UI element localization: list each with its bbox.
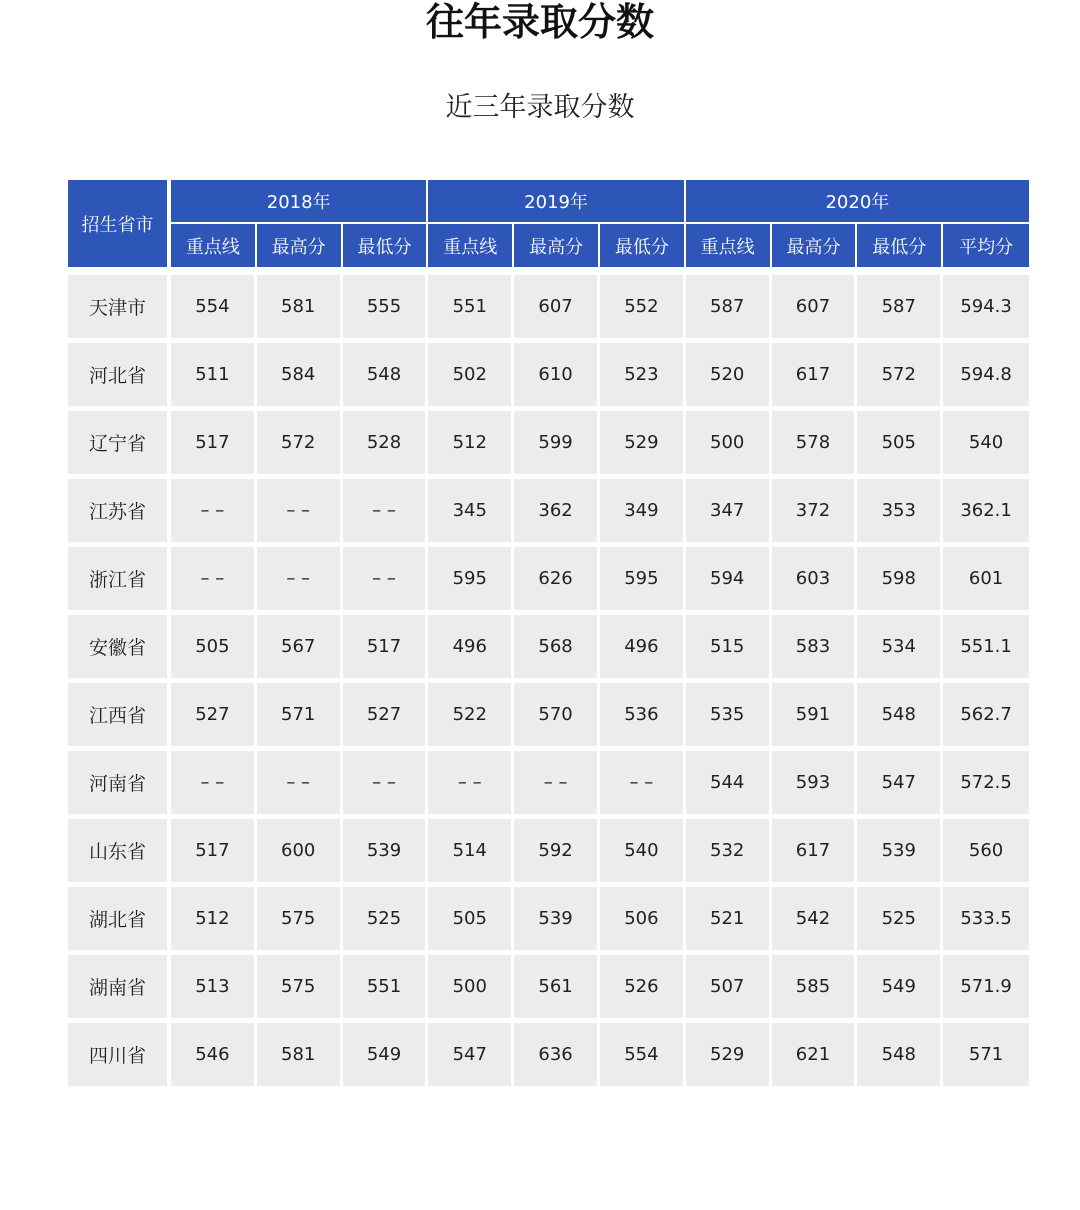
- score-cell: 535: [686, 683, 772, 751]
- table-row: [68, 955, 1029, 1023]
- province-cell: 辽宁省: [68, 411, 171, 479]
- province-header: 招生省市: [68, 180, 171, 267]
- score-cell: 552: [600, 275, 686, 343]
- score-cell: 525: [343, 887, 429, 955]
- score-cell: 511: [171, 343, 257, 411]
- page-title: 往年录取分数: [425, 0, 654, 44]
- score-cell: 513: [171, 955, 257, 1023]
- score-cell: 585: [772, 955, 858, 1023]
- table-row: [68, 411, 1029, 479]
- score-cell: 591: [772, 683, 858, 751]
- score-cell: 505: [171, 615, 257, 683]
- score-cell: 546: [171, 1023, 257, 1091]
- score-cell: 547: [428, 1023, 514, 1091]
- score-cell: 594.8: [943, 343, 1029, 411]
- score-cell: 528: [343, 411, 429, 479]
- score-cell: 521: [686, 887, 772, 955]
- score-cell: 517: [171, 819, 257, 887]
- year-header: 2019年: [428, 180, 685, 224]
- score-cell: 523: [600, 343, 686, 411]
- header-gap-cell: [68, 267, 1029, 275]
- score-cell: – –: [171, 479, 257, 547]
- score-cell: 548: [857, 1023, 943, 1091]
- province-cell: 四川省: [68, 1023, 171, 1091]
- score-cell: 568: [514, 615, 600, 683]
- table-row: [68, 887, 1029, 955]
- score-cell: 581: [257, 275, 343, 343]
- score-cell: 617: [772, 819, 858, 887]
- column-header: 最低分: [343, 224, 429, 267]
- score-cell: 567: [257, 615, 343, 683]
- score-cell: 617: [772, 343, 858, 411]
- score-cell: 561: [514, 955, 600, 1023]
- column-header: 重点线: [171, 224, 257, 267]
- table-row: [68, 683, 1029, 751]
- score-cell: 562.7: [943, 683, 1029, 751]
- table-row: [68, 819, 1029, 887]
- score-cell: 540: [600, 819, 686, 887]
- score-cell: 512: [171, 887, 257, 955]
- score-cell: 517: [343, 615, 429, 683]
- province-cell: 安徽省: [68, 615, 171, 683]
- score-cell: 506: [600, 887, 686, 955]
- admission-scores-table: [68, 180, 1029, 1091]
- score-cell: 600: [257, 819, 343, 887]
- score-cell: 581: [257, 1023, 343, 1091]
- score-cell: – –: [171, 547, 257, 615]
- year-header: 2018年: [171, 180, 428, 224]
- score-cell: 505: [857, 411, 943, 479]
- table-body: [68, 275, 1029, 1091]
- score-cell: – –: [257, 751, 343, 819]
- score-cell: 587: [686, 275, 772, 343]
- score-cell: 539: [514, 887, 600, 955]
- score-cell: 522: [428, 683, 514, 751]
- score-cell: – –: [428, 751, 514, 819]
- score-cell: 607: [772, 275, 858, 343]
- score-cell: 533.5: [943, 887, 1029, 955]
- table-row: [68, 343, 1029, 411]
- table-row: [68, 547, 1029, 615]
- score-cell: 353: [857, 479, 943, 547]
- score-cell: 539: [343, 819, 429, 887]
- score-cell: 526: [600, 955, 686, 1023]
- table-row: [68, 615, 1029, 683]
- province-cell: 河南省: [68, 751, 171, 819]
- score-cell: – –: [600, 751, 686, 819]
- score-cell: 527: [171, 683, 257, 751]
- score-cell: 594: [686, 547, 772, 615]
- header-row-columns: [68, 224, 1029, 267]
- score-cell: 500: [686, 411, 772, 479]
- province-cell: 湖北省: [68, 887, 171, 955]
- column-header: 最低分: [600, 224, 686, 267]
- column-header: 重点线: [428, 224, 514, 267]
- score-cell: 544: [686, 751, 772, 819]
- score-cell: 554: [171, 275, 257, 343]
- score-cell: 347: [686, 479, 772, 547]
- score-cell: 548: [343, 343, 429, 411]
- score-cell: 621: [772, 1023, 858, 1091]
- score-cell: 599: [514, 411, 600, 479]
- score-cell: – –: [257, 479, 343, 547]
- province-cell: 天津市: [68, 275, 171, 343]
- score-cell: 496: [600, 615, 686, 683]
- score-cell: – –: [171, 751, 257, 819]
- column-header: 平均分: [943, 224, 1029, 267]
- table-row: [68, 479, 1029, 547]
- score-cell: 575: [257, 955, 343, 1023]
- header-row-years: [68, 180, 1029, 224]
- score-cell: 598: [857, 547, 943, 615]
- score-cell: – –: [343, 479, 429, 547]
- score-cell: 571: [257, 683, 343, 751]
- score-cell: 517: [171, 411, 257, 479]
- score-cell: 525: [857, 887, 943, 955]
- column-header: 重点线: [686, 224, 772, 267]
- score-cell: 572: [257, 411, 343, 479]
- score-cell: 548: [857, 683, 943, 751]
- province-cell: 浙江省: [68, 547, 171, 615]
- score-cell: 536: [600, 683, 686, 751]
- score-cell: 555: [343, 275, 429, 343]
- score-cell: 539: [857, 819, 943, 887]
- score-cell: 575: [257, 887, 343, 955]
- table-row: [68, 1023, 1029, 1091]
- score-cell: 583: [772, 615, 858, 683]
- score-cell: 595: [428, 547, 514, 615]
- score-cell: – –: [343, 547, 429, 615]
- province-cell: 河北省: [68, 343, 171, 411]
- score-cell: 584: [257, 343, 343, 411]
- score-cell: 500: [428, 955, 514, 1023]
- score-cell: 593: [772, 751, 858, 819]
- score-cell: 554: [600, 1023, 686, 1091]
- column-header: 最低分: [857, 224, 943, 267]
- score-cell: 549: [343, 1023, 429, 1091]
- score-cell: 570: [514, 683, 600, 751]
- province-cell: 江西省: [68, 683, 171, 751]
- score-cell: 603: [772, 547, 858, 615]
- score-cell: 514: [428, 819, 514, 887]
- score-cell: 601: [943, 547, 1029, 615]
- score-cell: 502: [428, 343, 514, 411]
- score-cell: 571.9: [943, 955, 1029, 1023]
- column-header: 最高分: [514, 224, 600, 267]
- score-cell: 362: [514, 479, 600, 547]
- score-cell: 551.1: [943, 615, 1029, 683]
- score-cell: 507: [686, 955, 772, 1023]
- score-cell: 532: [686, 819, 772, 887]
- table-row: [68, 275, 1029, 343]
- table-title: 近三年录取分数: [445, 92, 635, 123]
- score-cell: 551: [428, 275, 514, 343]
- score-cell: – –: [514, 751, 600, 819]
- score-cell: 542: [772, 887, 858, 955]
- province-cell: 湖南省: [68, 955, 171, 1023]
- score-cell: 571: [943, 1023, 1029, 1091]
- header-gap: [68, 267, 1029, 275]
- score-cell: 560: [943, 819, 1029, 887]
- score-cell: – –: [343, 751, 429, 819]
- score-cell: – –: [257, 547, 343, 615]
- score-cell: 572.5: [943, 751, 1029, 819]
- score-cell: 512: [428, 411, 514, 479]
- column-header: 最高分: [257, 224, 343, 267]
- province-cell: 江苏省: [68, 479, 171, 547]
- year-header: 2020年: [686, 180, 1029, 224]
- score-cell: 372: [772, 479, 858, 547]
- score-cell: 636: [514, 1023, 600, 1091]
- score-cell: 349: [600, 479, 686, 547]
- score-cell: 496: [428, 615, 514, 683]
- score-cell: 540: [943, 411, 1029, 479]
- score-cell: 520: [686, 343, 772, 411]
- score-cell: 529: [600, 411, 686, 479]
- score-cell: 595: [600, 547, 686, 615]
- table-row: [68, 751, 1029, 819]
- score-cell: 529: [686, 1023, 772, 1091]
- column-header: 最高分: [772, 224, 858, 267]
- score-cell: 527: [343, 683, 429, 751]
- score-cell: 607: [514, 275, 600, 343]
- score-cell: 505: [428, 887, 514, 955]
- score-cell: 362.1: [943, 479, 1029, 547]
- score-cell: 610: [514, 343, 600, 411]
- score-cell: 547: [857, 751, 943, 819]
- score-cell: 578: [772, 411, 858, 479]
- score-cell: 515: [686, 615, 772, 683]
- score-cell: 572: [857, 343, 943, 411]
- score-cell: 549: [857, 955, 943, 1023]
- score-cell: 587: [857, 275, 943, 343]
- score-cell: 626: [514, 547, 600, 615]
- score-cell: 551: [343, 955, 429, 1023]
- score-cell: 345: [428, 479, 514, 547]
- score-cell: 534: [857, 615, 943, 683]
- score-cell: 592: [514, 819, 600, 887]
- score-cell: 594.3: [943, 275, 1029, 343]
- province-cell: 山东省: [68, 819, 171, 887]
